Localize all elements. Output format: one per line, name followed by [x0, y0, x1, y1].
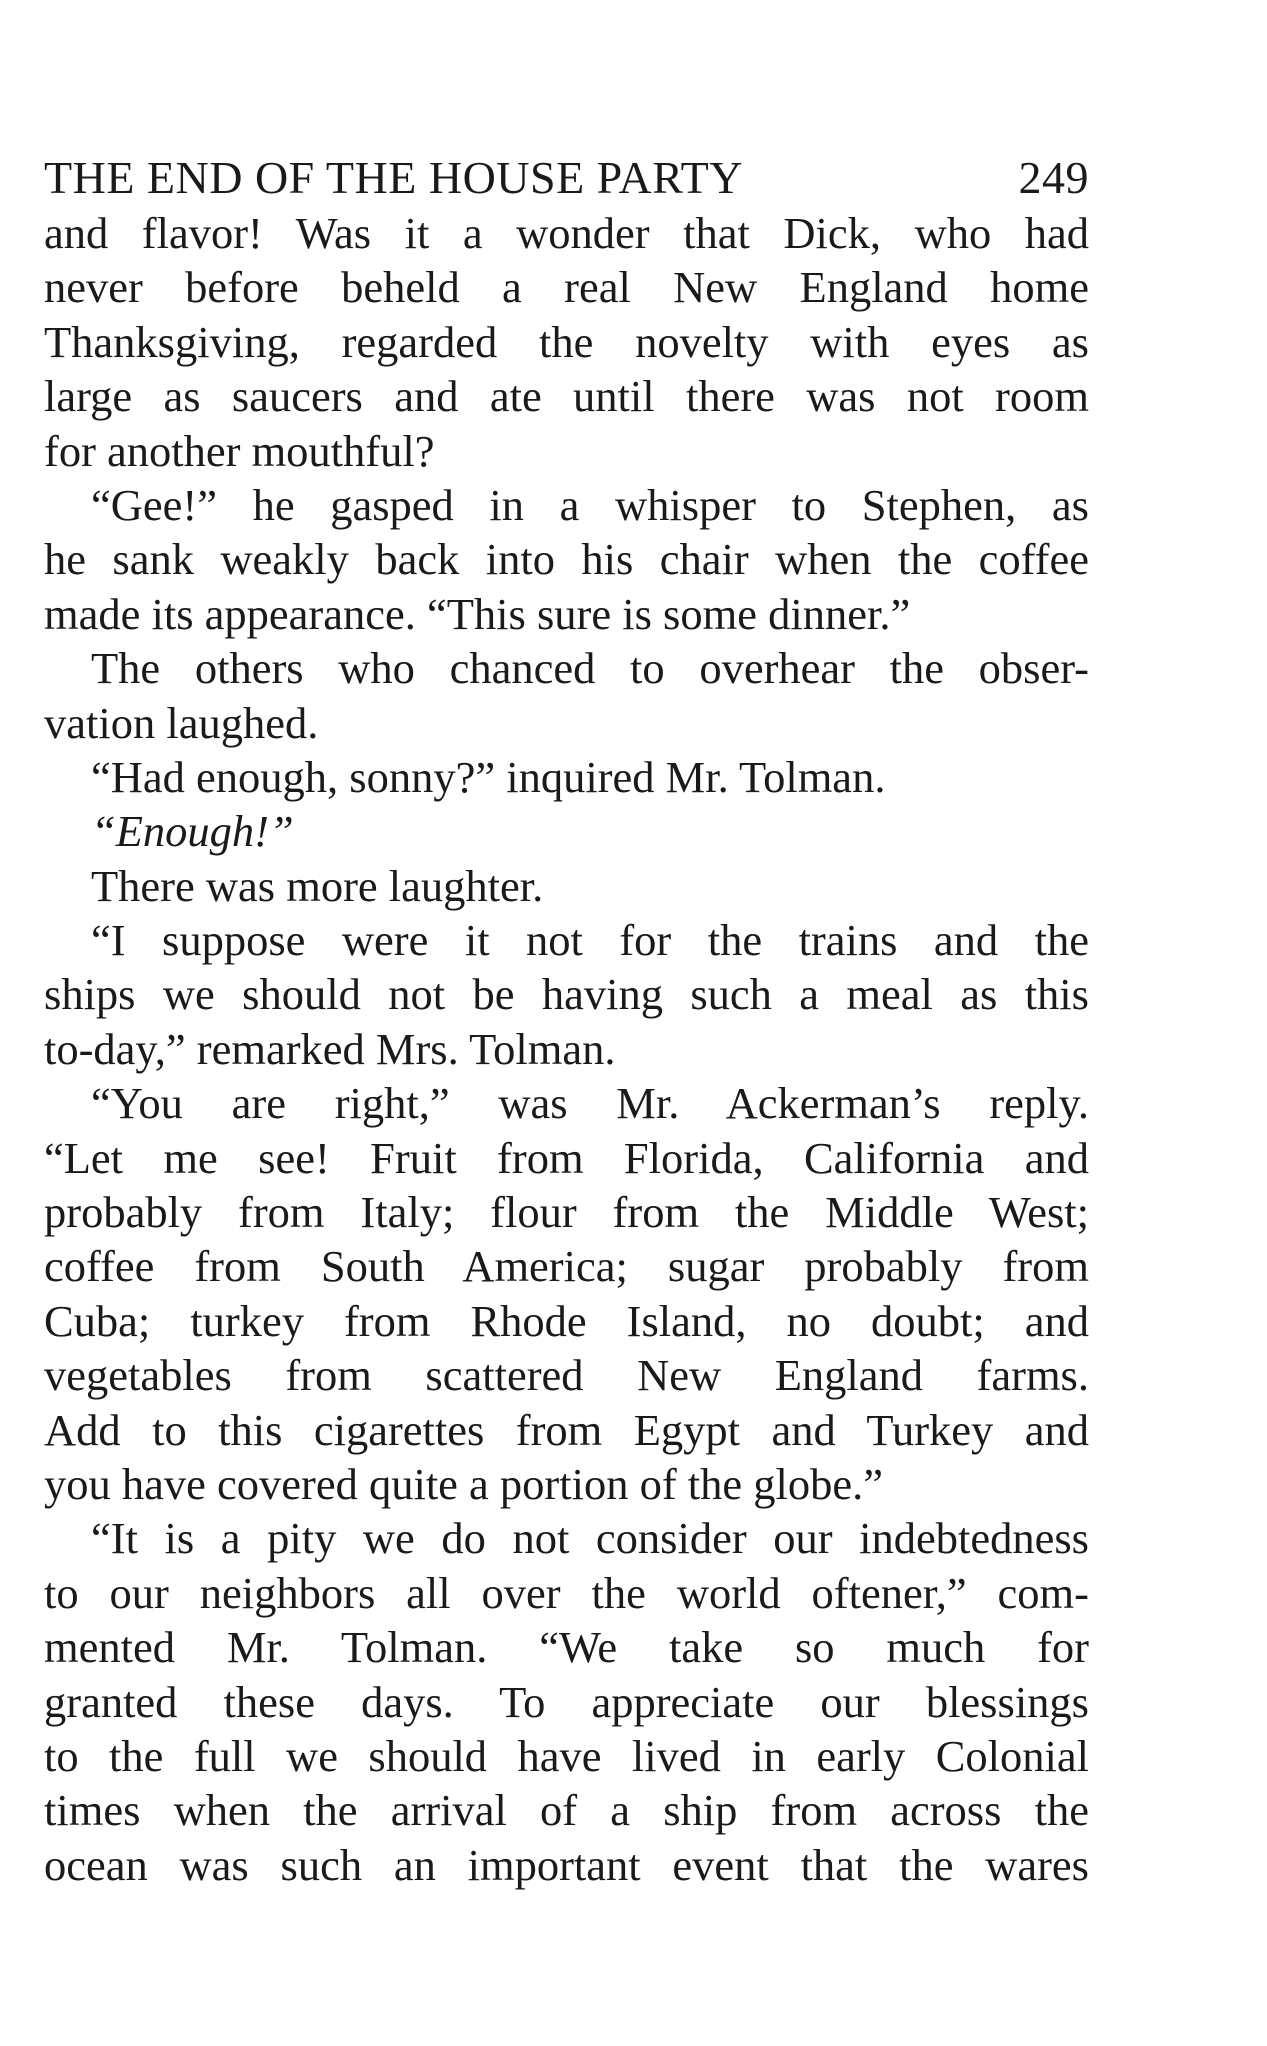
text-line: “You are right,” was Mr. Ackerman’s reply.	[91, 1078, 1089, 1129]
text-line: vation laughed.	[44, 697, 319, 748]
text-line: “Let me see! Fruit from Florida, California and	[44, 1132, 1089, 1183]
text-line: and flavor! Was it a wonder that Dick, who had	[44, 208, 1089, 258]
text-line: Thanksgiving, regarded the novelty with eyes as	[44, 316, 1089, 367]
text-line: There was more laughter.	[91, 860, 544, 911]
text-line: “I suppose were it not for the trains and the	[91, 915, 1089, 966]
text-line: for another mouthful?	[44, 425, 435, 476]
running-title: THE END OF THE HOUSE PARTY	[44, 152, 744, 203]
page-header	[44, 150, 1089, 206]
text-line: to-day,” remarked Mrs. Tolman.	[44, 1023, 616, 1074]
text-line: “Gee!” he gasped in a whisper to Stephen, as	[91, 479, 1089, 530]
text-line: “It is a pity we do not consider our indebtedness	[91, 1513, 1089, 1564]
text-line: probably from Italy; flour from the Middle West;	[44, 1187, 1089, 1238]
text-line: to our neighbors all over the world oftener,” com-	[44, 1567, 1089, 1618]
text-line: Cuba; turkey from Rhode Island, no doubt; and	[44, 1295, 1089, 1346]
text-line: large as saucers and ate until there was not room	[44, 371, 1089, 422]
text-line: vegetables from scattered New England farms.	[44, 1350, 1089, 1401]
text-line: “Enough!”	[91, 806, 294, 857]
text-line: made its appearance. “This sure is some dinner.”	[44, 588, 911, 639]
text-line: never before beheld a real New England home	[44, 262, 1089, 313]
text-line: The others who chanced to overhear the obser-	[91, 643, 1089, 694]
text-line: “Had enough, sonny?” inquired Mr. Tolman.	[91, 751, 886, 802]
page-number: 249	[1018, 152, 1089, 203]
text-line: ships we should not be having such a meal as this	[44, 969, 1089, 1020]
text-line: mented Mr. Tolman. “We take so much for	[44, 1622, 1089, 1673]
body-text	[44, 206, 1089, 1892]
text-line: times when the arrival of a ship from across the	[44, 1785, 1089, 1836]
book-page	[44, 150, 1089, 1892]
text-line: granted these days. To appreciate our blessings	[44, 1676, 1089, 1727]
text-line: Add to this cigarettes from Egypt and Turkey and	[44, 1404, 1089, 1455]
text-line: to the full we should have lived in early Colonial	[44, 1730, 1089, 1781]
text-line: you have covered quite a portion of the globe.”	[44, 1458, 884, 1509]
text-line: he sank weakly back into his chair when the coffee	[44, 534, 1089, 585]
text-line: coffee from South America; sugar probably from	[44, 1241, 1089, 1292]
text-line: ocean was such an important event that the wares	[44, 1839, 1089, 1890]
